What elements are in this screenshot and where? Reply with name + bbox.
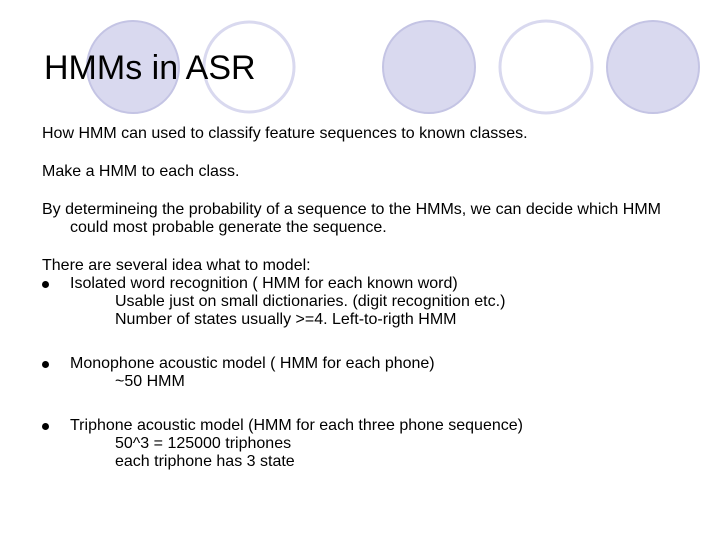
deco-circle-4: [500, 21, 592, 113]
deco-circle-3: [383, 21, 475, 113]
bullet-dot-icon: [42, 423, 49, 430]
deco-circle-5: [607, 21, 699, 113]
bullet-text: Isolated word recognition ( HMM for each known word): [70, 275, 458, 292]
bullet-text: Monophone acoustic model ( HMM for each phone): [70, 355, 435, 372]
bullet-item-triphone: [42, 417, 702, 435]
sub-item: ~50 HMM: [115, 373, 185, 390]
paragraph-3: By determineing the probability of a sequence to the HMMs, we can decide which HMM could most probable generate the sequence.: [42, 201, 661, 236]
bullet-item-isolated-word: [42, 275, 702, 293]
sub-item: Number of states usually >=4. Left-to-rigth HMM: [115, 311, 457, 328]
slide-body: [42, 125, 702, 471]
bullet-text: Triphone acoustic model (HMM for each three phone sequence): [70, 417, 523, 434]
bullet-item-monophone: [42, 355, 702, 373]
bullet-dot-icon: [42, 281, 49, 288]
sub-item: 50^3 = 125000 triphones: [115, 435, 292, 452]
paragraph-2: Make a HMM to each class.: [42, 163, 240, 180]
sub-item: Usable just on small dictionaries. (digit recognition etc.): [115, 293, 506, 310]
paragraph-1: How HMM can used to classify feature sequences to known classes.: [42, 125, 528, 142]
bullet-dot-icon: [42, 361, 49, 368]
sub-item: each triphone has 3 state: [115, 453, 295, 470]
paragraph-4: There are several idea what to model:: [42, 257, 311, 274]
slide-title: HMMs in ASR: [44, 49, 256, 87]
